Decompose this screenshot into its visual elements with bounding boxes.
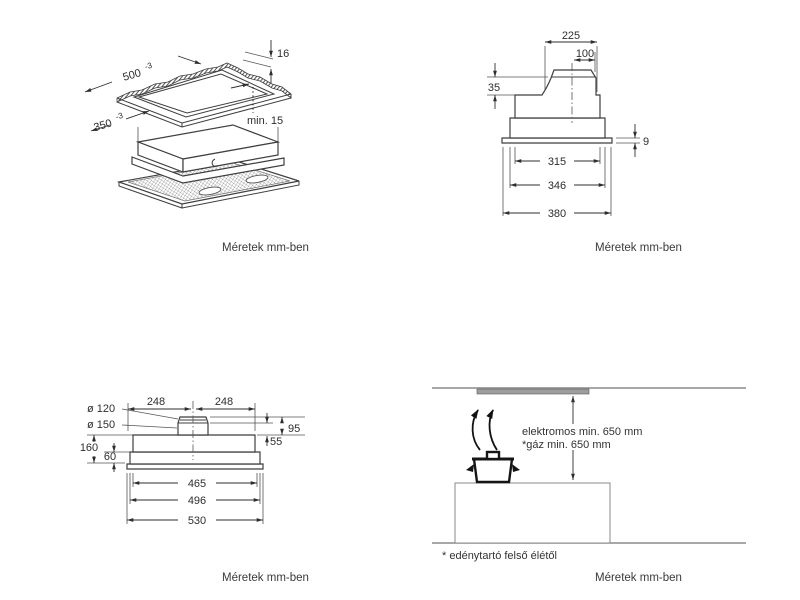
dim-label-346: 346 xyxy=(547,180,567,192)
dim-label-248-right: 248 xyxy=(214,396,234,408)
dim-label-500-tolerance: -3 xyxy=(143,60,154,72)
dimension-9 xyxy=(616,124,649,157)
dim-label-160: 160 xyxy=(79,442,99,454)
dim-label-min-15: min. 15 xyxy=(247,115,284,127)
dim-label-248-left: 248 xyxy=(146,396,166,408)
dim-label-500: 500 xyxy=(121,67,143,84)
hood-body-isometric xyxy=(119,125,299,208)
dim-label-9: 9 xyxy=(643,136,650,148)
dim-label-16: 16 xyxy=(277,48,290,60)
clearance-electric-label: elektromos min. 650 mm xyxy=(522,426,643,438)
units-caption: Méretek mm-ben xyxy=(222,242,309,254)
dimension-min-15 xyxy=(231,84,283,127)
pot-handle-right xyxy=(512,464,520,472)
dimension-100 xyxy=(574,48,595,72)
dim-label-35: 35 xyxy=(487,82,501,94)
steam-arrows xyxy=(473,410,497,450)
footnote: * edénytartó felső élétől xyxy=(442,550,557,562)
dim-label-465: 465 xyxy=(187,478,207,490)
dim-label-350: 350 xyxy=(92,117,114,134)
units-caption: Méretek mm-ben xyxy=(222,572,309,584)
dimension-width-500 xyxy=(85,56,201,92)
dim-label-225: 225 xyxy=(561,30,581,42)
dimension-95 xyxy=(210,417,305,435)
dimension-60 xyxy=(104,443,130,472)
dim-label-95: 95 xyxy=(288,423,301,435)
dim-label-380: 380 xyxy=(547,208,567,220)
bottom-width-dimensions xyxy=(503,147,611,220)
dim-label-315: 315 xyxy=(547,156,567,168)
dim-label-530: 530 xyxy=(187,515,207,527)
dimension-depth-350 xyxy=(91,111,149,134)
hood-profile xyxy=(502,63,612,143)
dim-label-100: 100 xyxy=(575,48,595,60)
dim-label-60: 60 xyxy=(103,451,117,463)
dim-label-diameter-150: ø 150 xyxy=(87,419,116,431)
units-caption: Méretek mm-ben xyxy=(595,572,682,584)
pot-handle-left xyxy=(466,464,474,472)
dim-label-55: 55 xyxy=(270,436,283,448)
bottom-width-dimensions xyxy=(127,473,263,527)
dim-label-diameter-120: ø 120 xyxy=(87,403,116,415)
panel-top-right-profile-drawing xyxy=(440,30,760,260)
cooking-pot xyxy=(466,452,520,482)
panel-bottom-right-clearance-drawing xyxy=(430,370,760,590)
dim-label-496: 496 xyxy=(187,495,207,507)
dim-label-350-tolerance: -3 xyxy=(114,110,124,122)
clearance-gas-label: *gáz min. 650 mm xyxy=(522,439,611,451)
panel-top-left-cutout-drawing xyxy=(60,30,360,260)
units-caption: Méretek mm-ben xyxy=(595,242,682,254)
hood-front-outline xyxy=(127,401,263,469)
counter-cabinet xyxy=(455,483,610,543)
panel-bottom-left-front-drawing xyxy=(60,370,360,590)
flush-hood-bar xyxy=(477,389,589,394)
